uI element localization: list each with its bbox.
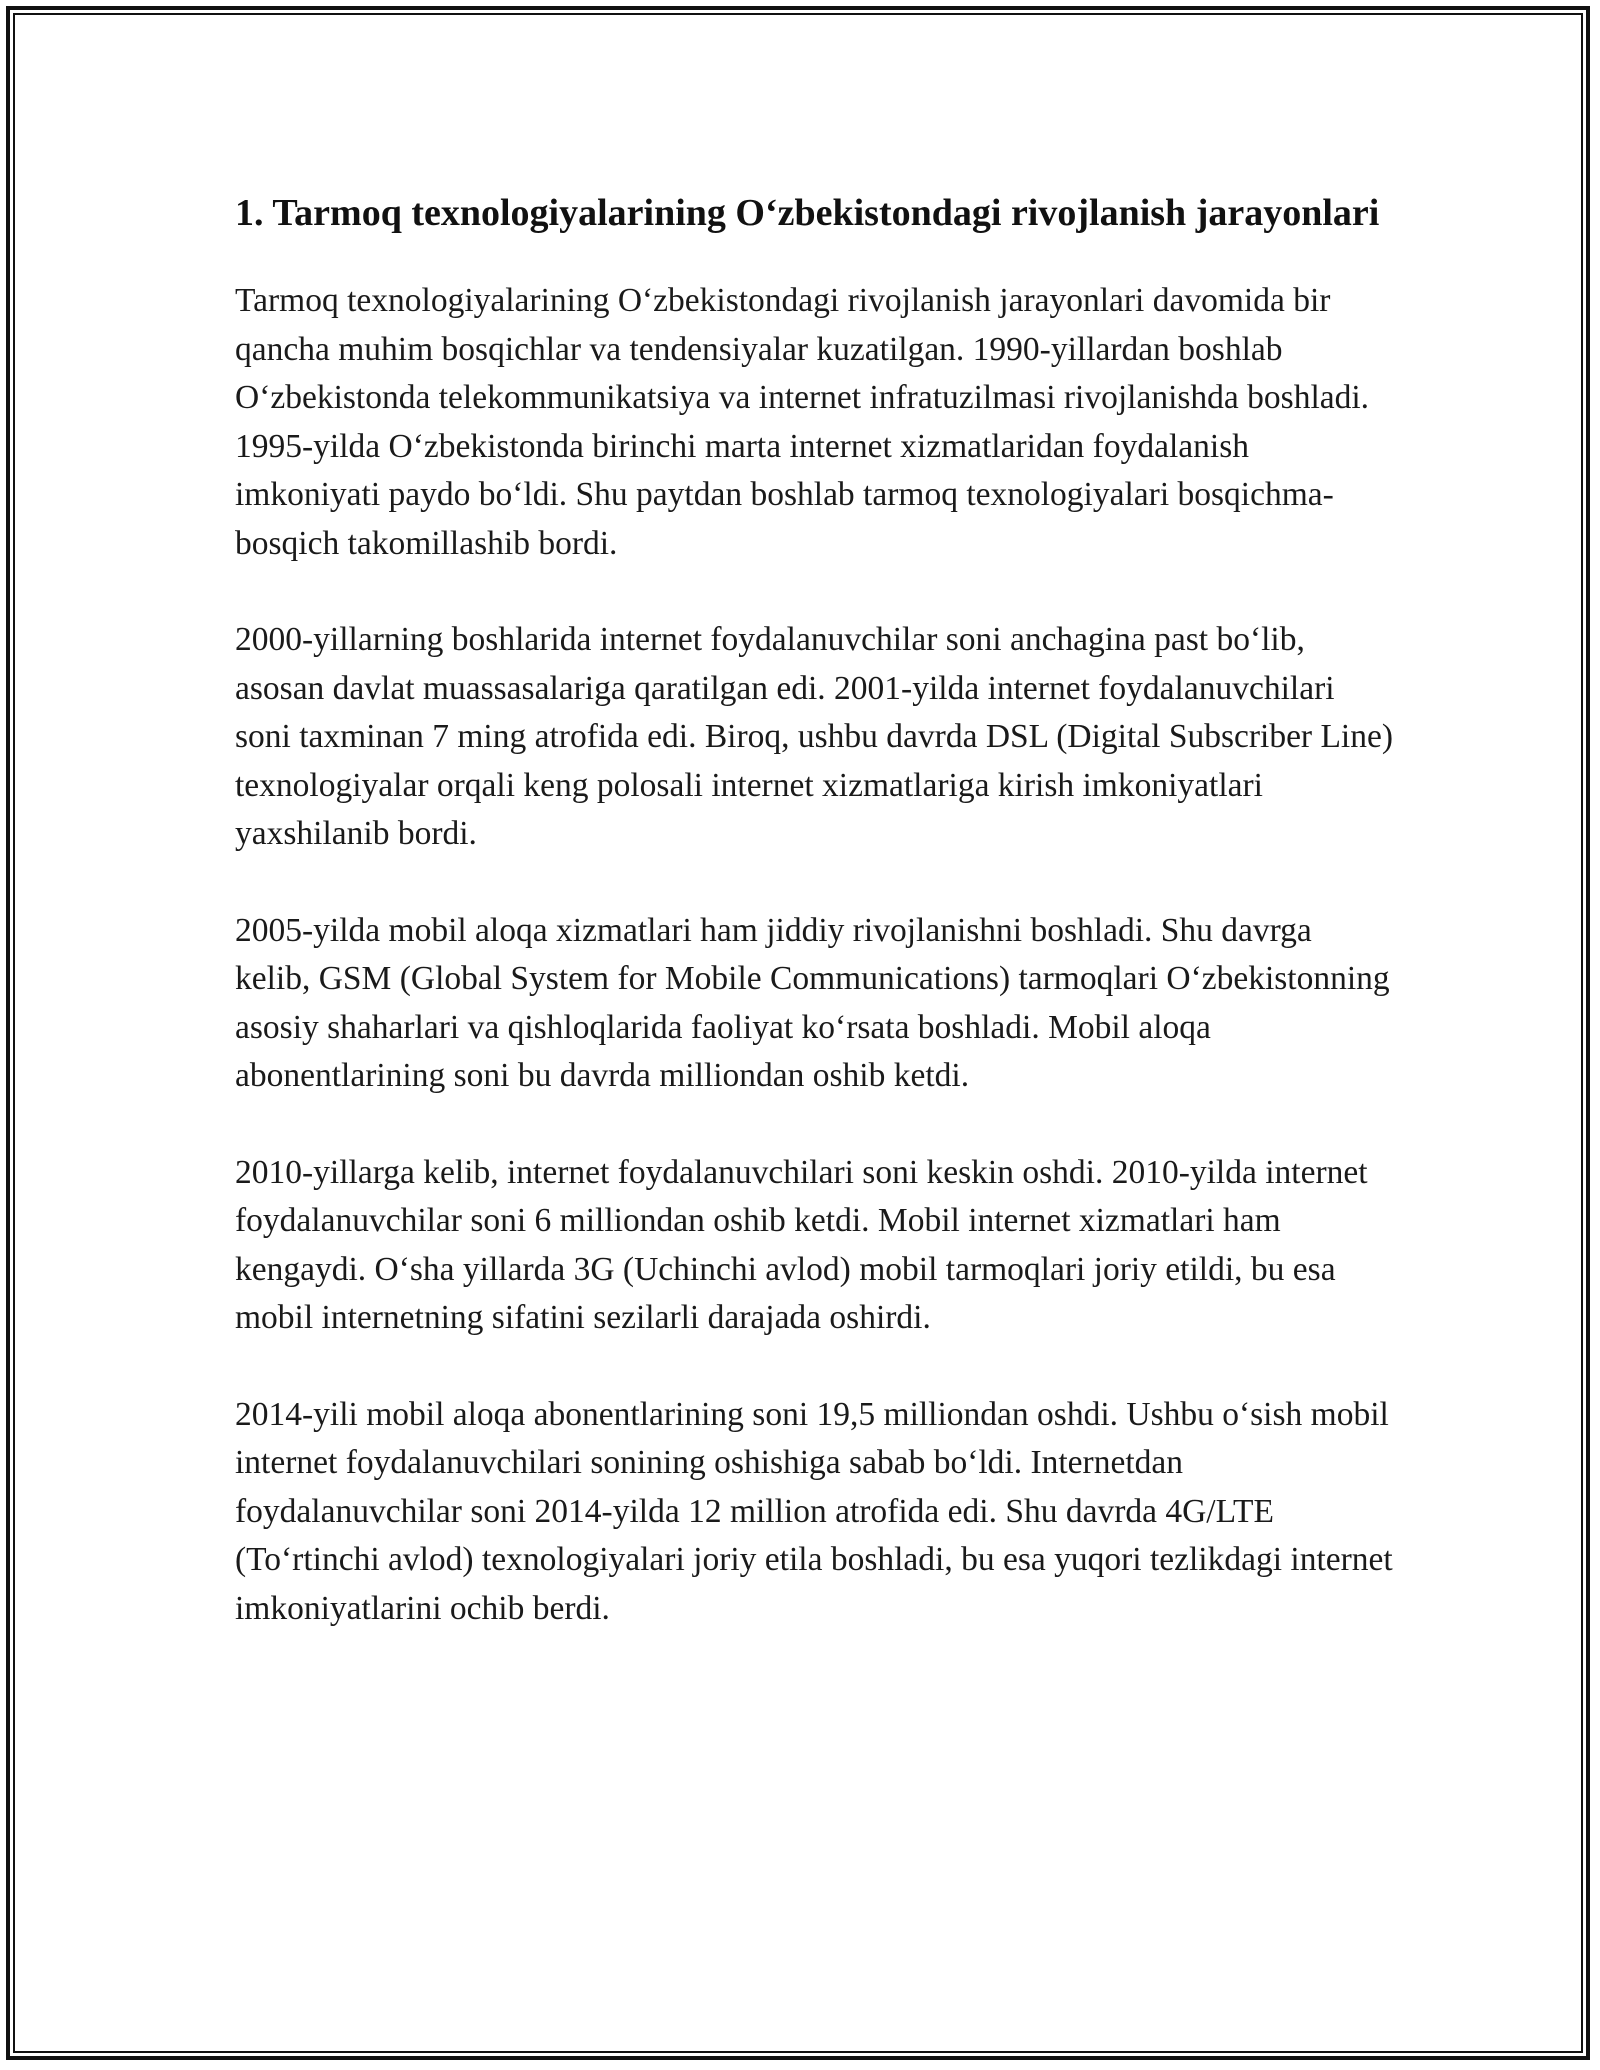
- paragraph-2014: 2014-yili mobil aloqa abonentlarining soni 19,5 milliondan oshdi. Ushbu o‘sish mobil internet foydalanuvchilari sonining oshishiga sabab bo‘ldi. Internetdan foydalanuvchilar soni 2014-yilda 12 million atrofida edi. Shu davrda 4G/LTE (To‘rtinchi avlod) texnologiyalari joriy etila boshladi, bu esa yuqori tezlikdagi internet imkoniyatlarini ochib berdi.: [235, 1395, 1393, 1627]
- paragraph-2000s: 2000-yillarning boshlarida internet foydalanuvchilar soni anchagina past bo‘lib, asosan davlat muassasalariga qaratilgan edi. 2001-yilda internet foydalanuvchilari soni taxminan 7 ming atrofida edi. Biroq, ushbu davrda DSL (Digital Subscriber Line) texnologiyalar orqali keng polosali internet xizmatlariga kirish imkoniyatlari yaxshilanib bordi.: [235, 621, 1394, 852]
- section-title: 1. Tarmoq texnologiyalarining O‘zbekistondagi rivojlanish jarayonlari: [235, 192, 1380, 234]
- document-body: [235, 186, 1395, 1633]
- paragraph-2005: 2005-yilda mobil aloqa xizmatlari ham jiddiy rivojlanishni boshladi. Shu davrga kelib, GSM (Global System for Mobile Communications) tarmoqlari O‘zbekistonning asosiy shaharlari va qishloqlarida faoliyat ko‘rsata boshladi. Mobil aloqa abonentlarining soni bu davrda milliondan oshib ketdi.: [235, 911, 1390, 1094]
- paragraph-intro: Tarmoq texnologiyalarining O‘zbekistondagi rivojlanish jarayonlari davomida bir qancha muhim bosqichlar va tendensiyalar kuzatilgan. 1990-yillardan boshlab O‘zbekistonda telekommunikatsiya va internet infratuzilmasi rivojlanishda boshladi. 1995-yilda O‘zbekistonda birinchi marta internet xizmatlaridan foydalanish imkoniyati paydo bo‘ldi. Shu paytdan boshlab tarmoq texnologiyalari bosqichma-bosqich takomillashib bordi.: [235, 282, 1370, 562]
- paragraph-2010s: 2010-yillarga kelib, internet foydalanuvchilari soni keskin oshdi. 2010-yilda internet foydalanuvchilar soni 6 milliondan oshib ketdi. Mobil internet xizmatlari ham kengaydi. O‘sha yillarda 3G (Uchinchi avlod) mobil tarmoqlari joriy etildi, bu esa mobil internetning sifatini sezilarli darajada oshirdi.: [235, 1153, 1368, 1336]
